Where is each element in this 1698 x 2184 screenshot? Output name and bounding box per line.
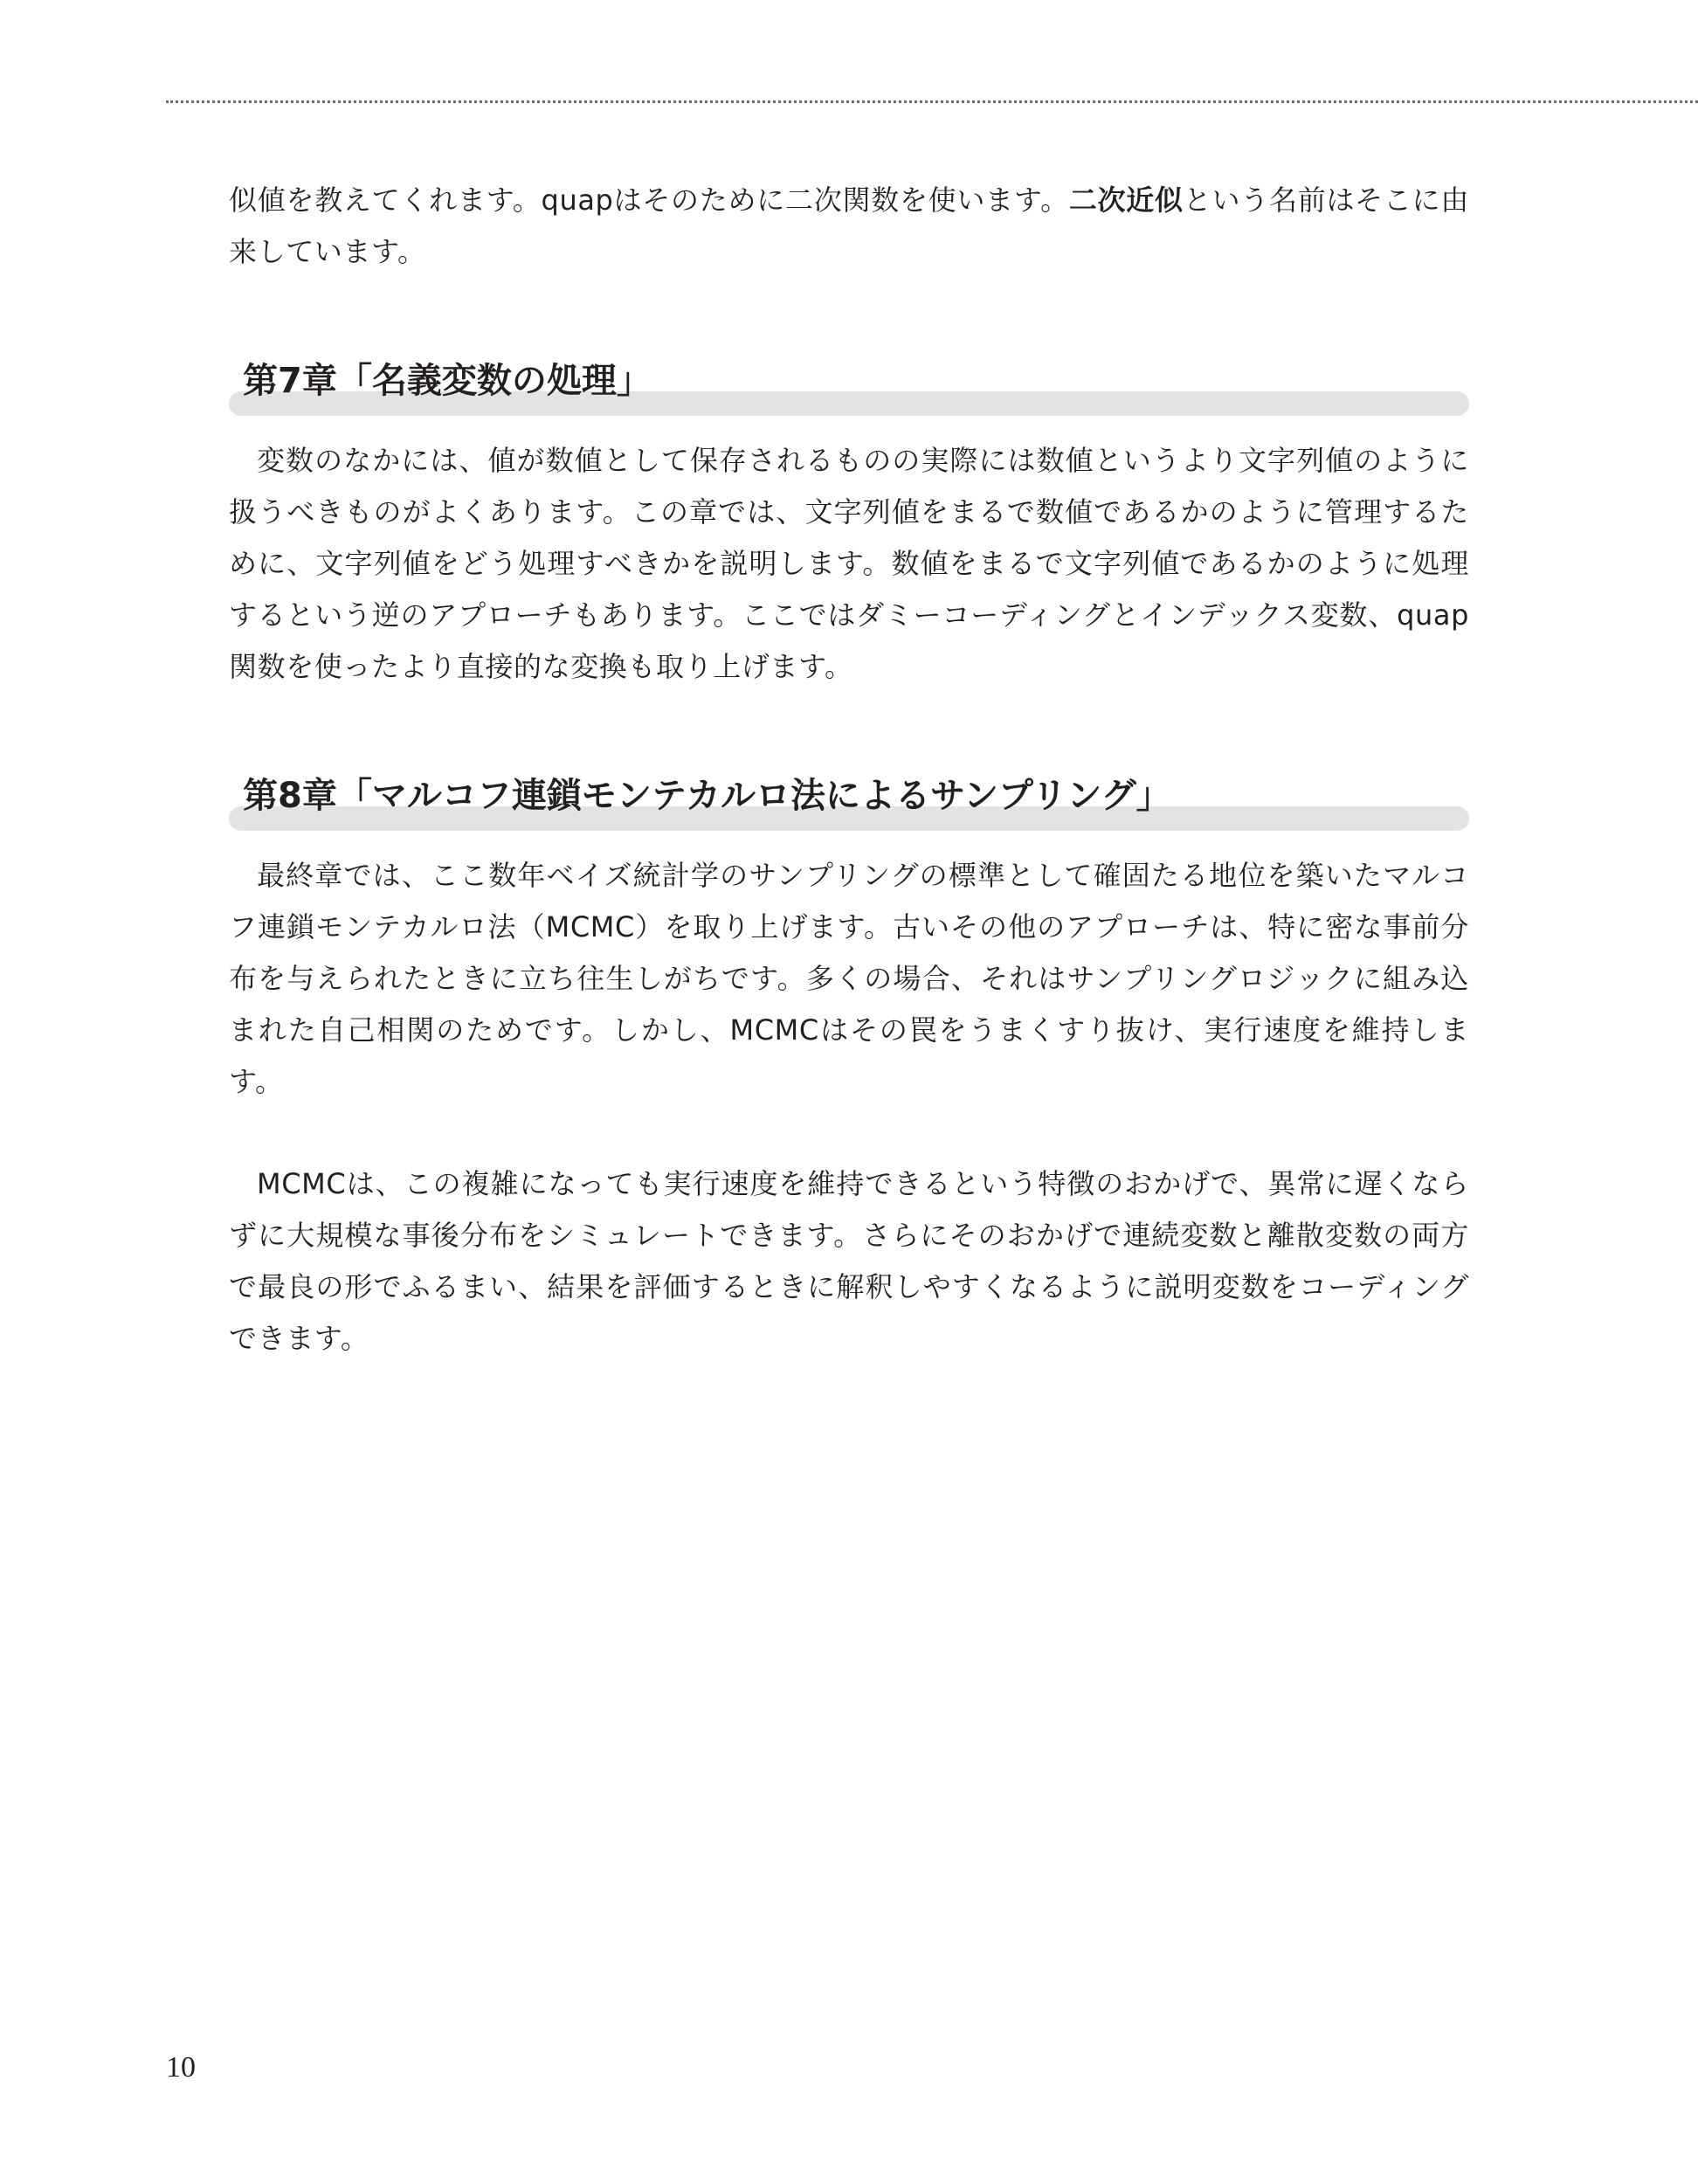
intro-paragraph	[229, 175, 1469, 278]
chapter7-heading	[229, 355, 1469, 418]
chapter7-paragraph: 変数のなかには、値が数値として保存されるものの実際には数値というより文字列値のように扱うべきものがよくあります。この章では、文字列値をまるで数値であるかのように管理するために、文字列値をどう処理すべきかを説明します。数値をまるで文字列値であるかのように処理するという逆のアプローチもあります。ここではダミーコーディングとインデックス変数、quap関数を使ったより直接的な変換も取り上げます。	[229, 444, 1469, 683]
chapter7-heading-text: 第7章「名義変数の処理」	[243, 361, 652, 401]
chapter8-heading	[229, 770, 1469, 833]
page-number: 10	[166, 2051, 196, 2084]
intro-text-2: という名前はそこに由来しています。	[229, 183, 1469, 268]
chapter8-heading-text: 第8章「マルコフ連鎖モンテカルロ法によるサンプリング」	[243, 776, 1171, 816]
chapter8-paragraph-1: 最終章では、ここ数年ベイズ統計学のサンプリングの標準として確固たる地位を築いたマルコフ連鎖モンテカルロ法（MCMC）を取り上げます。古いその他のアプローチは、特に密な事前分布を与えられたときに立ち往生しがちです。多くの場合、それはサンプリングロジックに組み込まれた自己相関のためです。しかし、MCMCはその罠をうまくすり抜け、実行速度を維持します。	[229, 859, 1469, 1098]
page-content	[229, 175, 1469, 1365]
top-dotted-rule	[166, 100, 1698, 103]
intro-bold-term: 二次近似	[1068, 183, 1184, 217]
intro-text-1: 似値を教えてくれます。quapはそのために二次関数を使います。	[229, 183, 1069, 217]
chapter8-paragraph-2: MCMCは、この複雑になっても実行速度を維持できるという特徴のおかげで、異常に遅くならずに大規模な事後分布をシミュレートできます。さらにそのおかげで連続変数と離散変数の両方で最良の形でふるまい、結果を評価するときに解釈しやすくなるように説明変数をコーディングできます。	[229, 1167, 1469, 1355]
